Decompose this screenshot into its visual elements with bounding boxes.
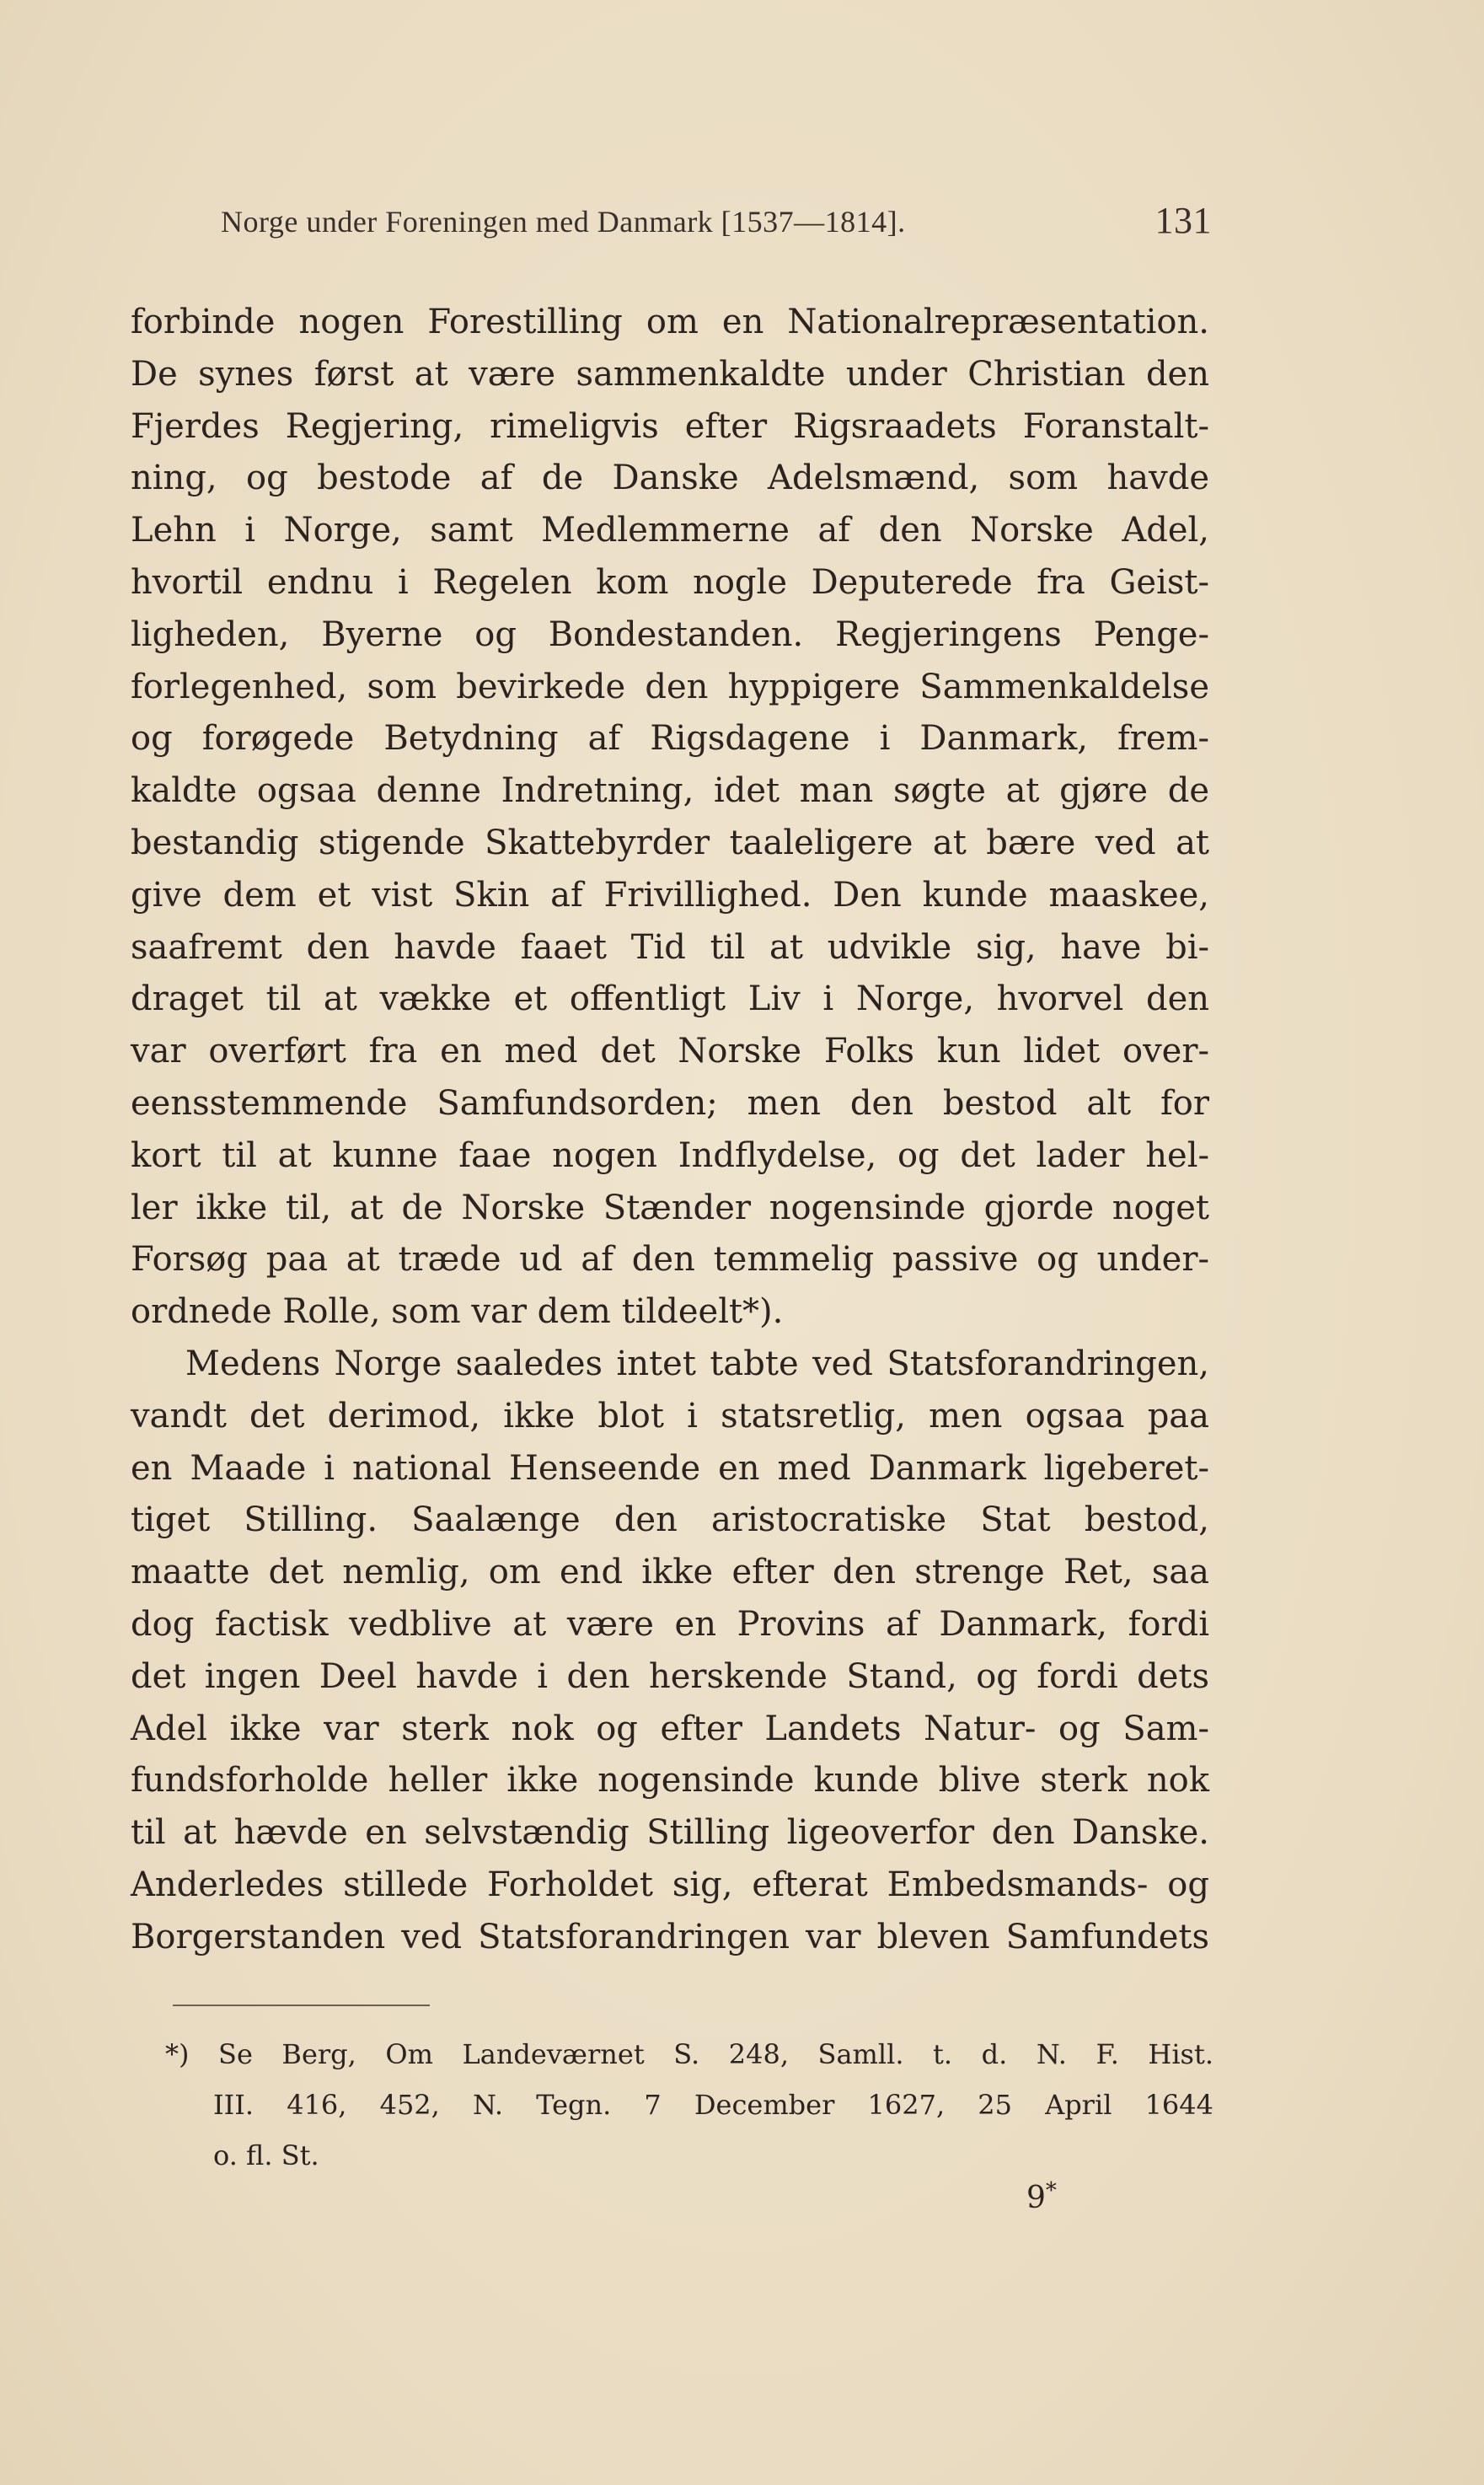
text-line: Adel ikke var sterk nok og efter Landets Natur- og Sam- [131, 1709, 1209, 1748]
text-line: kaldte ogsaa denne Indretning, idet man søgte at gjøre de [131, 771, 1209, 811]
text-line: dog factisk vedblive at være en Provins af Danmark, fordi [131, 1604, 1209, 1644]
text-line: maatte det nemlig, om end ikke efter den strenge Ret, saa [131, 1553, 1209, 1592]
page-header [221, 199, 1212, 250]
text-line: Anderledes stillede Forholdet sig, efterat Embedsmands- og [131, 1865, 1209, 1904]
text-line: eensstemmende Samfundsorden; men den bestod alt for [131, 1083, 1209, 1123]
text-line: Fjerdes Regjering, rimeligvis efter Rigsraadets Foranstalt- [131, 406, 1209, 446]
printer-signature-mark [1026, 2178, 1057, 2215]
text-line: tiget Stilling. Saalænge den aristocratiske Stat bestod, [131, 1500, 1209, 1540]
text-line: forlegenhed, som bevirkede den hyppigere Sammenkaldelse [131, 667, 1209, 706]
text-line: det ingen Deel havde i den herskende Stand, og fordi dets [131, 1656, 1209, 1696]
footnotes [165, 2029, 1213, 2181]
body-text [131, 297, 1209, 1964]
footnote-line: o. fl. St. [213, 2139, 319, 2171]
text-line: ligheden, Byerne og Bondestanden. Regjeringens Penge- [131, 615, 1209, 654]
text-line: Medens Norge saaledes intet tabte ved Statsforandringen, [185, 1344, 1209, 1383]
text-line: og forøgede Betydning af Rigsdagene i Danmark, frem- [131, 719, 1209, 759]
footnote-line: III. 416, 452, N. Tegn. 7 December 1627, 25 April 1644 [213, 2089, 1213, 2121]
text-line: Borgerstanden ved Statsforandringen var bleven Samfundets [131, 1917, 1209, 1956]
text-line: ler ikke til, at de Norske Stænder nogensinde gjorde noget [131, 1188, 1209, 1227]
text-line: ning, og bestode af de Danske Adelsmænd, som havde [131, 459, 1209, 498]
page-number: 131 [1155, 200, 1212, 241]
text-line: var overført fra en med det Norske Folks kun lidet over- [131, 1032, 1209, 1071]
signature-number: 9 [1026, 2181, 1046, 2215]
running-title: Norge under Foreningen med Danmark [1537—1814]. [221, 205, 906, 239]
text-line: fundsforholde heller ikke nogensinde kunde blive sterk nok [131, 1761, 1209, 1801]
text-line: draget til at vække et offentligt Liv i Norge, hvorvel den [131, 980, 1209, 1019]
footnote-divider [173, 2005, 430, 2006]
text-line: Forsøg paa at træde ud af den temmelig passive og under- [131, 1240, 1209, 1280]
text-line: give dem et vist Skin af Frivillighed. Den kunde maaskee, [131, 875, 1209, 915]
text-line: forbinde nogen Forestilling om en Nationalrepræsentation. [131, 303, 1209, 341]
text-line: bestandig stigende Skattebyrder taaleligere at bære ved at [131, 823, 1209, 862]
text-line: De synes først at være sammenkaldte under Christian den [131, 354, 1209, 394]
text-line: hvortil endnu i Regelen kom nogle Deputerede fra Geist- [131, 562, 1209, 602]
text-line: ordnede Rolle, som var dem tildeelt*). [131, 1292, 784, 1332]
text-line: vandt det derimod, ikke blot i statsretlig, men ogsaa paa [131, 1396, 1209, 1436]
text-line: saafremt den havde faaet Tid til at udvikle sig, have bi- [131, 927, 1209, 967]
signature-asterisk: * [1045, 2178, 1057, 2203]
footnote-line: *) Se Berg, Om Landeværnet S. 248, Samll. t. d. N. F. Hist. [165, 2038, 1213, 2070]
text-line: til at hævde en selvstændig Stilling ligeoverfor den Danske. [131, 1813, 1209, 1853]
text-line: en Maade i national Henseende en med Danmark ligeberet- [131, 1448, 1209, 1488]
text-line: Lehn i Norge, samt Medlemmerne af den Norske Adel, [131, 511, 1209, 550]
text-line: kort til at kunne faae nogen Indflydelse, og det lader hel- [131, 1135, 1209, 1175]
